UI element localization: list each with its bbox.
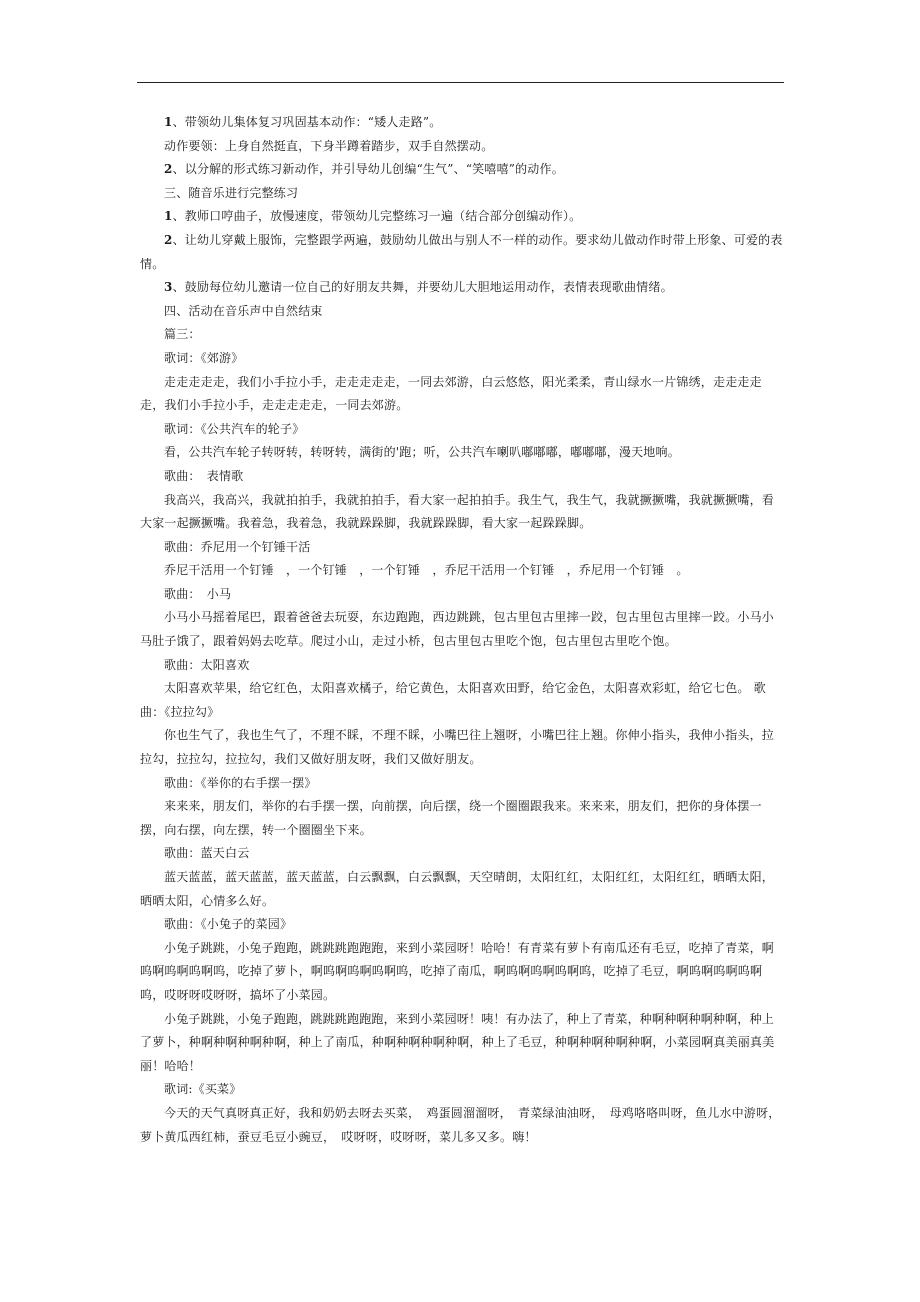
paragraph-text: 看，公共汽车轮子转呀转，转呀转，满街的'跑；听，公共汽车喇叭嘟嘟嘟，嘟嘟嘟，漫天地响。 (164, 445, 680, 460)
paragraph-text: 小马小马摇着尾巴，跟着爸爸去玩耍，东边跑跑，西边跳跳，包古里包古里摔一跤，包古里包古里摔一跤。小马小马肚子饿了，跟着妈妈去吃草。爬过小山，走过小桥，包古里包古里吃个饱，包古里包古里吃个饱。 (140, 610, 775, 649)
paragraph-p30 (140, 1078, 785, 1102)
paragraph-text: 、教师口哼曲子，放慢速度，带领幼儿完整练习一遍（结合部分创编动作）。 (172, 209, 582, 224)
paragraph-text: 乔尼干活用一个钉锤 ，一个钉锤 ，一个钉锤 ，乔尼干活用一个钉锤 ，乔尼用一个钉锤 。 (164, 563, 689, 578)
paragraph-p16 (140, 536, 785, 560)
paragraph-p20 (140, 654, 785, 678)
paragraph-p21 (140, 677, 785, 724)
paragraph-p24 (140, 795, 785, 842)
paragraph-p1 (140, 111, 785, 135)
paragraph-text: 小兔子跳跳，小兔子跑跑，跳跳跳跑跑跑，来到小菜园呀！咦！有办法了，种上了青菜，种啊种啊种啊种啊，种上了萝卜，种啊种啊种啊种啊，种上了南瓜，种啊种啊种啊种啊，种上了毛豆，种啊种啊种啊种啊，小菜园啊真美丽真美丽！哈哈！ (140, 1011, 775, 1073)
paragraph-p4 (140, 182, 785, 206)
paragraph-p12 (140, 418, 785, 442)
paragraph-text: 篇三： (164, 327, 201, 342)
paragraph-p27 (140, 913, 785, 937)
paragraph-text: 、让幼儿穿戴上服饰，完整跟学两遍，鼓励幼儿做出与别人不一样的动作。要求幼儿做动作时带上形象、可爱的表情。 (140, 232, 783, 271)
header-rule (137, 82, 784, 83)
paragraph-p5 (140, 205, 785, 229)
paragraph-text: 歌词：《公共汽车的轮子》 (164, 421, 305, 436)
paragraph-p22 (140, 724, 785, 771)
paragraph-p11 (140, 371, 785, 418)
paragraph-p25 (140, 842, 785, 866)
paragraph-text: 动作要领：上身自然挺直，下身半蹲着踏步，双手自然摆动。 (164, 138, 494, 153)
paragraph-text: 歌曲： 表情歌 (164, 468, 244, 483)
paragraph-p3 (140, 158, 785, 182)
paragraph-text: 来来来，朋友们，举你的右手摆一摆，向前摆，向后摆，绕一个圈圈跟我来。来来来，朋友们，把你的身体摆一摆，向右摆，向左摆，转一个圈圈坐下来。 (140, 799, 762, 837)
paragraph-text: 四、活动在音乐声中自然结束 (164, 303, 323, 318)
list-number: 2 (164, 232, 173, 247)
paragraph-text: 、鼓励每位幼儿邀请一位自己的好朋友共舞，并要幼儿大胆地运用动作，表情表现歌曲情绪。 (172, 280, 673, 295)
paragraph-text: 歌词：《郊游》 (164, 350, 244, 365)
paragraph-p9 (140, 323, 785, 347)
paragraph-text: 歌曲： 小马 (164, 586, 232, 601)
paragraph-text: 歌曲：蓝天白云 (164, 846, 250, 861)
paragraph-text: 今天的天气真呀真正好，我和奶奶去呀去买菜， 鸡蛋圆溜溜呀， 青菜绿油油呀， 母鸡咯咯叫呀，鱼儿水中游呀，萝卜黄瓜西红柿，蚕豆毛豆小豌豆， 哎呀呀，哎呀呀，菜儿多又多。嗨！ (140, 1105, 781, 1144)
list-number: 2 (164, 162, 173, 177)
paragraph-text: 小兔子跳跳，小兔子跑跑，跳跳跳跑跑跑，来到小菜园呀！哈哈！有青菜有萝卜有南瓜还有毛豆，吃掉了青菜，啊呜啊呜啊呜啊呜，吃掉了萝卜，啊呜啊呜啊呜啊呜，吃掉了南瓜，啊呜啊呜啊呜啊呜，吃掉了毛豆，啊呜啊呜啊呜啊呜，哎呀呀哎呀呀，搞坏了小菜园。 (140, 940, 775, 1002)
paragraph-text: 走走走走走，我们小手拉小手，走走走走走，一同去郊游，白云悠悠，阳光柔柔，青山绿水一片锦绣，走走走走走，我们小手拉小手，走走走走走，一同去郊游。 (140, 374, 762, 413)
list-number: 1 (164, 209, 173, 224)
paragraph-p13 (140, 441, 785, 465)
paragraph-text: 蓝天蓝蓝，蓝天蓝蓝，蓝天蓝蓝，白云飘飘，白云飘飘，天空晴朗，太阳红红，太阳红红，太阳红红，晒晒太阳，晒晒太阳，心情多么好。 (140, 870, 775, 908)
paragraph-p15 (140, 489, 785, 536)
paragraph-text: 、以分解的形式练习新动作，并引导幼儿创编“生气”、“笑嘻嘻”的动作。 (172, 162, 564, 177)
list-number: 3 (164, 280, 173, 295)
paragraph-text: 歌曲：《小兔子的菜园》 (164, 917, 293, 932)
paragraph-p17 (140, 559, 785, 583)
paragraph-p6 (140, 229, 785, 276)
paragraph-p8 (140, 300, 785, 324)
paragraph-p31 (140, 1102, 785, 1149)
paragraph-p18 (140, 583, 785, 607)
paragraph-p28 (140, 937, 785, 1008)
paragraph-p14 (140, 465, 785, 489)
paragraph-p7 (140, 276, 785, 300)
paragraph-p23 (140, 772, 785, 796)
paragraph-text: 歌曲：乔尼用一个钉锤干活 (164, 539, 311, 554)
document-body (140, 111, 785, 1149)
list-number: 1 (164, 115, 173, 129)
paragraph-p10 (140, 347, 785, 371)
paragraph-text: 歌词:《买菜》 (164, 1082, 242, 1097)
paragraph-text: 我高兴，我高兴，我就拍拍手，我就拍拍手，看大家一起拍拍手。我生气，我生气，我就撅撅嘴，我就撅撅嘴，看大家一起撅撅嘴。我着急，我着急，我就跺跺脚，我就跺跺脚，看大家一起跺跺脚。 (140, 492, 775, 531)
paragraph-text: 歌曲：《举你的右手摆一摆》 (164, 775, 317, 790)
paragraph-p29 (140, 1008, 785, 1079)
paragraph-p19 (140, 606, 785, 653)
paragraph-p2 (140, 135, 785, 159)
paragraph-p26 (140, 866, 785, 913)
paragraph-text: 太阳喜欢苹果，给它红色，太阳喜欢橘子，给它黄色，太阳喜欢田野，给它金色，太阳喜欢彩虹，给它七色。 歌曲：《拉拉勾》 (140, 681, 766, 719)
paragraph-text: 、带领幼儿集体复习巩固基本动作：“矮人走路”。 (172, 115, 442, 129)
paragraph-text: 歌曲：太阳喜欢 (164, 657, 250, 672)
paragraph-text: 三、随音乐进行完整练习 (164, 185, 299, 200)
paragraph-text: 你也生气了，我也生气了，不理不睬，不理不睬，小嘴巴往上翘呀，小嘴巴往上翘。你伸小指头，我伸小指头，拉拉勾，拉拉勾，拉拉勾，我们又做好朋友呀，我们又做好朋友。 (140, 728, 775, 767)
